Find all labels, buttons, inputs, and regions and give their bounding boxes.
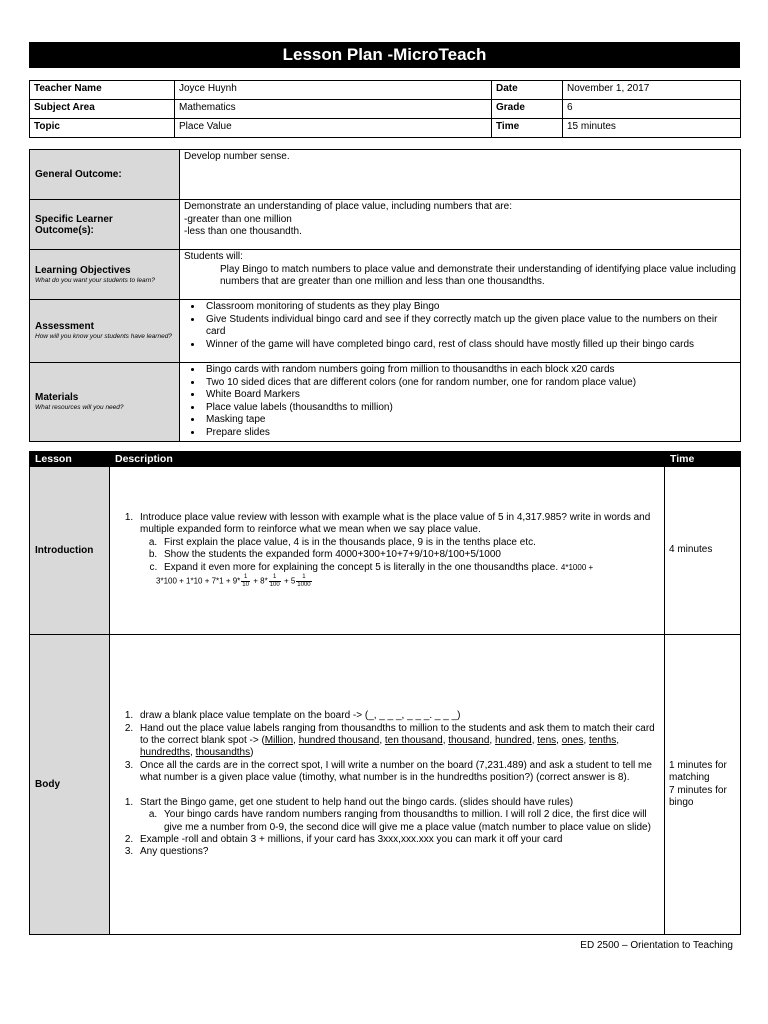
info-row <box>30 100 741 119</box>
bingo-sublist <box>160 809 660 834</box>
objectives-sublabel: What do you want your students to learn? <box>35 276 155 284</box>
date-value: November 1, 2017 <box>563 81 741 100</box>
lesson-column-header: Lesson <box>30 452 110 467</box>
fraction-thousandth: $\frac{1}{1000}$ <box>297 574 311 589</box>
list-item: • Place value labels (thousandths to million) <box>203 402 736 415</box>
materials-sublabel: What resources will you need? <box>35 403 124 411</box>
time-value: 15 minutes <box>563 119 741 138</box>
topic-label: Topic <box>30 119 175 138</box>
list-item: • Bingo cards with random numbers going from million to thousandths in each block x20 cards <box>203 364 736 377</box>
assessment-list <box>203 301 736 351</box>
place-value-word: hundred <box>494 735 532 747</box>
footer-text: ED 2500 – Orientation to Teaching <box>580 940 733 951</box>
subject-label: Subject Area <box>30 100 175 119</box>
lesson-table <box>29 451 741 935</box>
introduction-label: Introduction <box>30 467 110 635</box>
introduction-row <box>30 467 741 635</box>
place-value-word: thousand <box>448 735 490 747</box>
page-title: Lesson Plan -MicroTeach <box>29 42 740 68</box>
time-label: Time <box>492 119 563 138</box>
list-item: a. First explain the place value, 4 is in the thousands place, 9 is in the tenths place etc. <box>160 537 660 549</box>
general-outcome-row <box>30 150 741 200</box>
description-column-header: Description <box>110 452 665 467</box>
general-outcome-text: Develop number sense. <box>180 150 741 200</box>
bingo-list <box>136 797 660 859</box>
info-table <box>29 80 741 138</box>
objectives-label: Learning Objectives <box>35 264 131 276</box>
body-time-bingo: 7 minutes for bingo <box>669 784 727 808</box>
topic-value: Place Value <box>175 119 492 138</box>
objectives-text: Play Bingo to match numbers to place value and demonstrate their understanding of identifying place value including numbers that are greater than one million and less than one thousandths. <box>220 263 736 288</box>
info-row <box>30 81 741 100</box>
list-item <box>160 562 660 574</box>
body-item2-text: Hand out the place value labels ranging from thousandths to million to the students and ask them to match their card to the correct blank spot -> ( <box>140 722 655 747</box>
specific-outcome-line: -greater than one million <box>184 213 292 225</box>
date-label: Date <box>492 81 563 100</box>
lesson-header-row <box>30 452 741 467</box>
list-item: • Prepare slides <box>203 427 736 440</box>
list-item: 2. Hand out the place value labels ranging from thousandths to million to the students and ask them to match their card to the correct blank spot -> (Million, hundred thousand, ten thousand, thousand, hundred, tens, ones, tenths, hundredths, thousandths) <box>136 723 660 760</box>
assessment-sublabel: How will you know your students have learned? <box>35 333 172 340</box>
objectives-intro: Students will: <box>184 251 243 262</box>
fraction-hundredth: $\frac{1}{100}$ <box>269 574 280 589</box>
teacher-value: Joyce Huynh <box>175 81 492 100</box>
formula-start: 4*1000 + <box>560 562 594 572</box>
specific-outcome-row <box>30 200 741 250</box>
place-value-word: Million <box>264 735 294 747</box>
grade-label: Grade <box>492 100 563 119</box>
introduction-time: 4 minutes <box>665 467 741 635</box>
body-label: Body <box>30 635 110 935</box>
time-column-header: Time <box>665 452 741 467</box>
list-item: • Give Students individual bingo card and see if they correctly match up the given place value to the numbers on their card <box>203 314 736 339</box>
assessment-row <box>30 300 741 363</box>
list-item <box>136 512 660 589</box>
list-item: a. Your bingo cards have random numbers ranging from thousandths to million. I will roll 2 dice, the first dice will give me a number from 0-9, the second dice will give me a place value (match number to place value on slide) <box>160 809 660 834</box>
place-value-word: tens <box>537 735 557 747</box>
introduction-list <box>136 512 660 589</box>
body-list <box>136 710 660 784</box>
list-item: • White Board Markers <box>203 389 736 402</box>
list-item <box>136 797 660 834</box>
expanded-formula <box>156 574 660 589</box>
bingo-item1-text: Start the Bingo game, get one student to help hand out the bingo cards. (slides should have rules) <box>140 796 574 808</box>
assessment-label: Assessment <box>35 321 94 332</box>
introduction-sublist <box>160 537 660 574</box>
fraction-tenth: $\frac{1}{10}$ <box>242 574 249 589</box>
outcomes-table <box>29 149 741 442</box>
place-value-word: hundredths <box>140 747 191 759</box>
list-item: 1. draw a blank place value template on the board -> (_, _ _ _, _ _ _. _ _ _) <box>136 710 660 722</box>
list-item: 2. Example -roll and obtain 3 + millions, if your card has 3xxx,xxx.xxx you can mark it off your card <box>136 834 660 846</box>
place-value-word: thousandths <box>195 747 251 759</box>
materials-row <box>30 363 741 442</box>
place-value-word: ones <box>561 735 584 747</box>
general-outcome-label: General Outcome: <box>35 169 122 180</box>
place-value-word: ten thousand <box>384 735 443 747</box>
teacher-label: Teacher Name <box>30 81 175 100</box>
list-item: • Two 10 sided dices that are different colors (one for random number, one for random place value) <box>203 377 736 390</box>
body-item2-close: ) <box>250 747 254 759</box>
specific-outcome-line: -less than one thousandth. <box>184 226 302 238</box>
formula-plus-5: + 5 <box>283 576 296 586</box>
introduction-sub-c-text: Expand it even more for explaining the concept 5 is literally in the one thousandths place. <box>164 561 559 573</box>
info-row <box>30 119 741 138</box>
formula-plus-8: + 8* <box>253 576 268 586</box>
objectives-row <box>30 250 741 300</box>
body-time-matching: 1 minutes for matching <box>669 759 727 784</box>
grade-value: 6 <box>563 100 741 119</box>
materials-list <box>203 364 736 440</box>
materials-label: Materials <box>35 391 79 403</box>
introduction-item-text: Introduce place value review with lesson with example what is the place value of 5 in 4,317.985? write in words and multiple expanded form to reinforce what we mean when we say place value. <box>140 511 651 536</box>
place-value-word: hundred thousand <box>298 735 380 747</box>
body-row <box>30 635 741 935</box>
formula-mid: 3*100 + 1*10 + 7*1 + 9* <box>156 576 241 586</box>
place-value-word: tenths <box>588 735 617 747</box>
list-item: 3. Any questions? <box>136 846 660 858</box>
list-item: • Masking tape <box>203 414 736 427</box>
specific-outcome-line: Demonstrate an understanding of place value, including numbers that are: <box>184 201 512 212</box>
list-item: • Winner of the game will have completed bingo card, rest of class should have mostly filled up their bingo cards <box>203 339 736 352</box>
specific-outcome-label: Specific Learner Outcome(s): <box>35 213 113 236</box>
subject-value: Mathematics <box>175 100 492 119</box>
list-item: b. Show the students the expanded form 4000+300+10+7+9/10+8/100+5/1000 <box>160 549 660 561</box>
list-item: • Classroom monitoring of students as they play Bingo <box>203 301 736 314</box>
list-item: 3. Once all the cards are in the correct spot, I will write a number on the board (7,231.489) and ask a student to tell me what number is a given place value (timothy, what number is in the hundredths position?) (correct answer is 8). <box>136 760 660 785</box>
